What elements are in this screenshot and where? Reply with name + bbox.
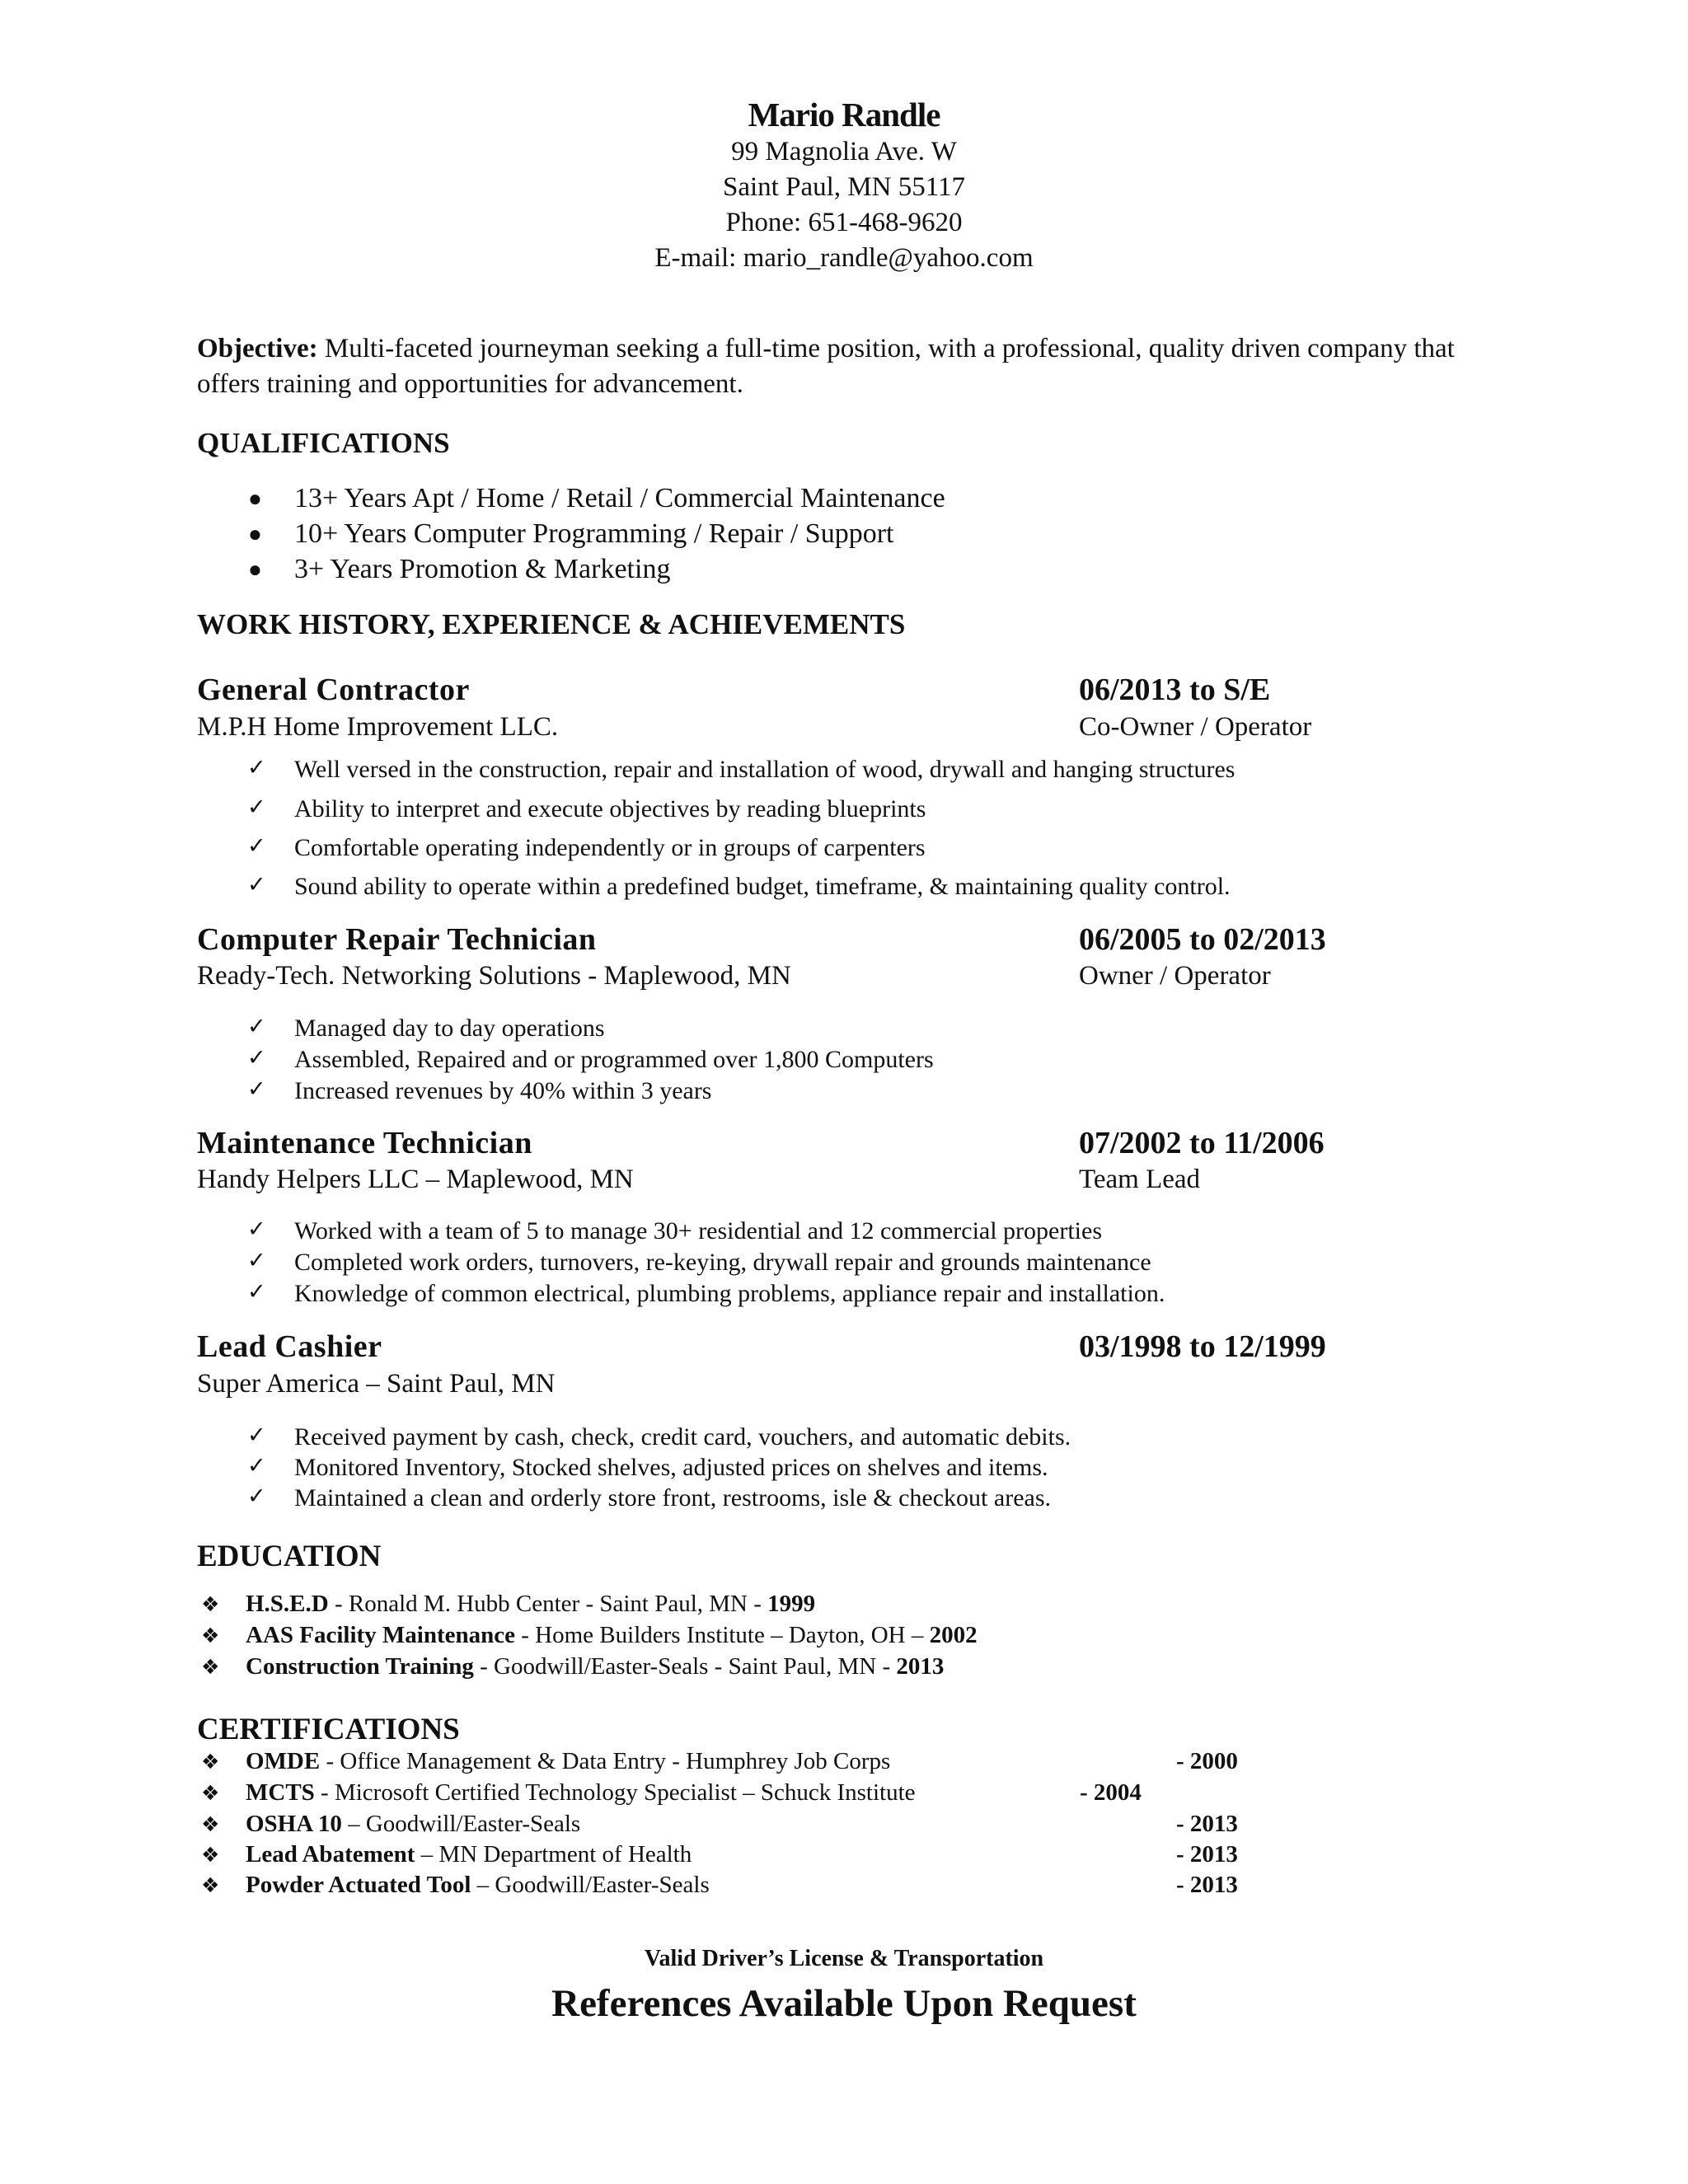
check-icon: ✓	[247, 1483, 266, 1509]
job-dates: 06/2013 to S/E	[1079, 673, 1271, 707]
certification-item	[246, 1872, 710, 1899]
education-year: 2002	[929, 1622, 978, 1648]
references-note: References Available Upon Request	[551, 1982, 1137, 2025]
qualifications-heading: QUALIFICATIONS	[197, 427, 450, 459]
objective-paragraph	[197, 331, 1499, 402]
check-icon: ✓	[247, 1014, 266, 1039]
diamond-bullet-icon: ❖	[201, 1843, 220, 1867]
job-dates: 03/1998 to 12/1999	[1079, 1329, 1326, 1364]
work-history-heading: WORK HISTORY, EXPERIENCE & ACHIEVEMENTS	[197, 608, 906, 640]
education-item	[246, 1591, 815, 1618]
job-bullet: Monitored Inventory, Stocked shelves, adjusted prices on shelves and items.	[294, 1454, 1048, 1481]
certification-item	[246, 1779, 916, 1807]
job-title: General Contractor	[197, 673, 470, 707]
certification-name: Powder Actuated Tool	[246, 1872, 471, 1898]
education-heading: EDUCATION	[197, 1540, 382, 1573]
certification-detail: – Goodwill/Easter-Seals	[471, 1872, 710, 1898]
job-bullet: Completed work orders, turnovers, re-keying, drywall repair and grounds maintenance	[294, 1249, 1151, 1276]
certification-year: - 2013	[1176, 1841, 1238, 1868]
job-bullet: Knowledge of common electrical, plumbing problems, appliance repair and installation.	[294, 1280, 1165, 1307]
bullet-icon: ●	[248, 557, 262, 583]
education-name: H.S.E.D	[246, 1591, 329, 1617]
diamond-bullet-icon: ❖	[201, 1624, 220, 1647]
diamond-bullet-icon: ❖	[201, 1873, 220, 1897]
job-title: Computer Repair Technician	[197, 922, 597, 957]
certification-item	[246, 1841, 692, 1868]
check-icon: ✓	[247, 1076, 266, 1102]
check-icon: ✓	[247, 794, 266, 820]
job-title: Lead Cashier	[197, 1329, 382, 1364]
certification-name: Lead Abatement	[246, 1841, 415, 1868]
check-icon: ✓	[247, 755, 266, 780]
job-bullet: Increased revenues by 40% within 3 years	[294, 1077, 712, 1104]
check-icon: ✓	[247, 1453, 266, 1479]
diamond-bullet-icon: ❖	[201, 1655, 220, 1679]
certification-year: - 2013	[1176, 1872, 1238, 1898]
job-role: Co-Owner / Operator	[1079, 712, 1312, 742]
certification-year: - 2013	[1176, 1811, 1238, 1837]
education-item	[246, 1653, 944, 1680]
check-icon: ✓	[247, 1248, 266, 1273]
license-note: Valid Driver’s License & Transportation	[644, 1946, 1044, 1971]
job-dates: 06/2005 to 02/2013	[1079, 922, 1326, 957]
phone-number: Phone: 651-468-9620	[725, 208, 963, 237]
check-icon: ✓	[247, 833, 266, 859]
certification-detail: – Goodwill/Easter-Seals	[341, 1811, 581, 1837]
check-icon: ✓	[247, 1216, 266, 1242]
certification-year: - 2000	[1176, 1748, 1238, 1774]
applicant-name: Mario Randle	[748, 96, 940, 134]
job-company: Ready-Tech. Networking Solutions - Maplewood, MN	[197, 961, 791, 991]
education-item	[246, 1622, 978, 1649]
check-icon: ✓	[247, 1045, 266, 1071]
job-role: Team Lead	[1079, 1165, 1201, 1194]
job-bullet: Assembled, Repaired and or programmed over 1,800 Computers	[294, 1046, 934, 1073]
certification-name: OSHA 10	[246, 1811, 342, 1837]
certification-name: OMDE	[246, 1748, 321, 1774]
job-bullet: Sound ability to operate within a predefined budget, timeframe, & maintaining quality control.	[294, 873, 1231, 900]
qualification-item: 10+ Years Computer Programming / Repair / Support	[294, 518, 894, 549]
check-icon: ✓	[247, 872, 266, 898]
address-line-1: 99 Magnolia Ave. W	[731, 137, 957, 166]
objective-label: Objective:	[197, 334, 318, 363]
diamond-bullet-icon: ❖	[201, 1781, 220, 1805]
job-role: Owner / Operator	[1079, 961, 1271, 991]
certification-item	[246, 1811, 580, 1838]
job-bullet: Well versed in the construction, repair and installation of wood, drywall and hanging structures	[294, 756, 1236, 783]
diamond-bullet-icon: ❖	[201, 1592, 220, 1616]
education-year: 1999	[767, 1591, 816, 1617]
certification-detail: - Microsoft Certified Technology Specialist – Schuck Institute	[314, 1779, 916, 1806]
qualification-item: 3+ Years Promotion & Marketing	[294, 554, 671, 584]
certification-detail: – MN Department of Health	[415, 1841, 692, 1868]
job-bullet: Managed day to day operations	[294, 1015, 605, 1042]
job-bullet: Worked with a team of 5 to manage 30+ residential and 12 commercial properties	[294, 1217, 1103, 1244]
bullet-icon: ●	[248, 486, 262, 512]
education-detail: - Ronald M. Hubb Center - Saint Paul, MN -	[328, 1591, 768, 1617]
certification-detail: - Office Management & Data Entry - Humphrey Job Corps	[320, 1748, 891, 1774]
education-year: 2013	[896, 1653, 945, 1680]
education-name: AAS Facility Maintenance	[246, 1622, 516, 1648]
job-company: Super America – Saint Paul, MN	[197, 1369, 556, 1399]
email-address: E-mail: mario_randle@yahoo.com	[654, 243, 1034, 273]
job-bullet: Ability to interpret and execute objectives by reading blueprints	[294, 795, 926, 823]
diamond-bullet-icon: ❖	[201, 1750, 220, 1774]
job-title: Maintenance Technician	[197, 1126, 532, 1160]
education-detail: - Home Builders Institute – Dayton, OH –	[515, 1622, 930, 1648]
job-bullet: Comfortable operating independently or in groups of carpenters	[294, 834, 926, 861]
certifications-heading: CERTIFICATIONS	[197, 1713, 460, 1746]
job-company: M.P.H Home Improvement LLC.	[197, 712, 559, 742]
job-dates: 07/2002 to 11/2006	[1079, 1126, 1325, 1160]
job-bullet: Received payment by cash, check, credit card, vouchers, and automatic debits.	[294, 1423, 1071, 1451]
check-icon: ✓	[247, 1279, 266, 1305]
education-detail: - Goodwill/Easter-Seals - Saint Paul, MN -	[473, 1653, 897, 1680]
job-bullet: Maintained a clean and orderly store front, restrooms, isle & checkout areas.	[294, 1484, 1052, 1511]
education-name: Construction Training	[246, 1653, 474, 1680]
address-line-2: Saint Paul, MN 55117	[723, 172, 965, 202]
qualification-item: 13+ Years Apt / Home / Retail / Commercial Maintenance	[294, 483, 945, 513]
job-company: Handy Helpers LLC – Maplewood, MN	[197, 1165, 634, 1194]
objective-text: Multi-faceted journeyman seeking a full-time position, with a professional, quality driven company that offers training and opportunities for advancement.	[197, 334, 1455, 399]
bullet-icon: ●	[248, 522, 262, 547]
certification-name: MCTS	[246, 1779, 315, 1806]
check-icon: ✓	[247, 1422, 266, 1448]
diamond-bullet-icon: ❖	[201, 1812, 220, 1836]
certification-year: - 2004	[1080, 1779, 1142, 1806]
certification-item	[246, 1748, 890, 1775]
